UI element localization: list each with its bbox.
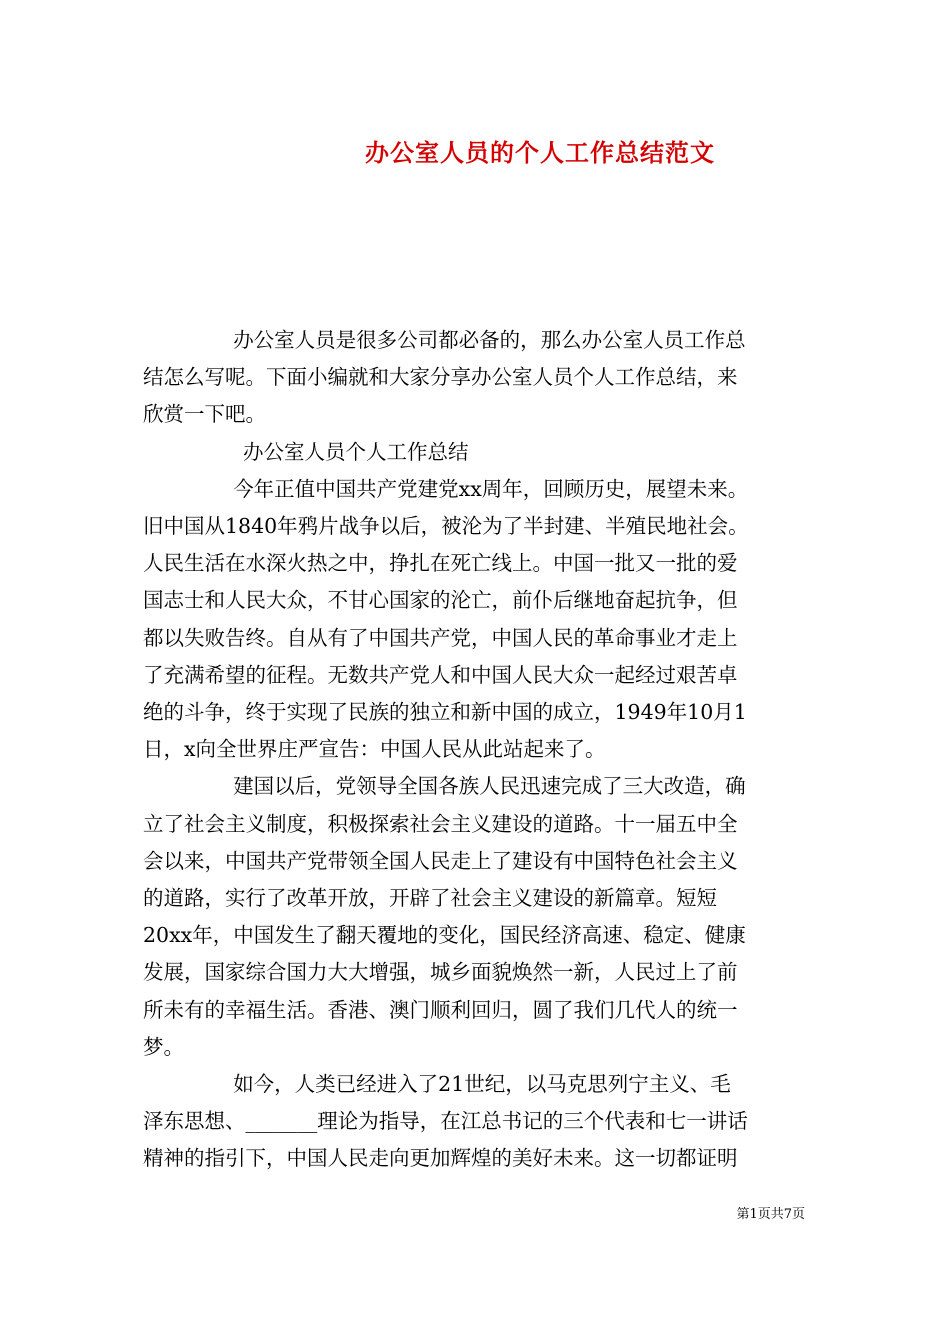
paragraph-line: 国志士和人民大众，不甘心国家的沦亡，前仆后继地奋起抗争，但 xyxy=(143,588,738,613)
paragraph-line: 20xx年，中国发生了翻天覆地的变化，国民经济高速、稳定、健康 xyxy=(143,923,746,948)
paragraph-future xyxy=(143,1066,811,1178)
paragraph-line: 发展，国家综合国力大大增强，城乡面貌焕然一新，人民过上了前 xyxy=(143,960,738,985)
paragraph-line: 泽东思想、_______理论为指导，在江总书记的三个代表和七一讲话 xyxy=(143,1109,748,1134)
paragraph-line: 精神的指引下，中国人民走向更加辉煌的美好未来。这一切都证明 xyxy=(143,1146,738,1171)
page-number-footer: 第1页共7页 xyxy=(736,1207,805,1222)
paragraph-history xyxy=(143,471,811,769)
paragraph-line: 今年正值中国共产党建党xx周年，回顾历史，展望未来。 xyxy=(233,476,749,501)
paragraph-intro xyxy=(143,322,811,434)
paragraph-line: 了充满希望的征程。无数共产党人和中国人民大众一起经过艰苦卓 xyxy=(143,662,738,687)
paragraph-line: 办公室人员是很多公司都必备的，那么办公室人员工作总 xyxy=(233,328,746,352)
paragraph-line: 绝的斗争，终于实现了民族的独立和新中国的成立，1949年10月1 xyxy=(143,700,747,725)
paragraph-line: 都以失败告终。自从有了中国共产党，中国人民的革命事业才走上 xyxy=(143,625,738,650)
paragraph-development xyxy=(143,768,811,1066)
paragraph-line: 立了社会主义制度，积极探索社会主义建设的道路。十一届五中全 xyxy=(143,811,738,836)
section-heading-text: 办公室人员个人工作总结 xyxy=(243,439,469,464)
paragraph-line: 会以来，中国共产党带领全国人民走上了建设有中国特色社会主义 xyxy=(143,848,738,873)
paragraph-line: 旧中国从1840年鸦片战争以后，被沦为了半封建、半殖民地社会。 xyxy=(143,514,749,539)
paragraph-line: 人民生活在水深火热之中，挣扎在死亡线上。中国一批又一批的爱 xyxy=(143,551,738,576)
paragraph-line: 建国以后，党领导全国各族人民迅速完成了三大改造，确 xyxy=(233,774,746,799)
section-heading xyxy=(143,434,811,471)
paragraph-line: 梦。 xyxy=(143,1034,184,1059)
paragraph-line: 结怎么写呢。下面小编就和大家分享办公室人员个人工作总结，来 xyxy=(143,365,738,390)
paragraph-line: 如今，人类已经进入了21世纪，以马克思列宁主义、毛 xyxy=(233,1072,731,1097)
paragraph-line: 的道路，实行了改革开放，开辟了社会主义建设的新篇章。短短 xyxy=(143,886,717,911)
document-body xyxy=(143,322,811,1178)
document-title: 办公室人员的个人工作总结范文 xyxy=(365,138,715,167)
paragraph-line: 日，x向全世界庄严宣告：中国人民从此站起来了。 xyxy=(143,737,606,762)
paragraph-line: 欣赏一下吧。 xyxy=(143,402,266,427)
paragraph-line: 所未有的幸福生活。香港、澳门顺利回归，圆了我们几代人的统一 xyxy=(143,997,738,1022)
